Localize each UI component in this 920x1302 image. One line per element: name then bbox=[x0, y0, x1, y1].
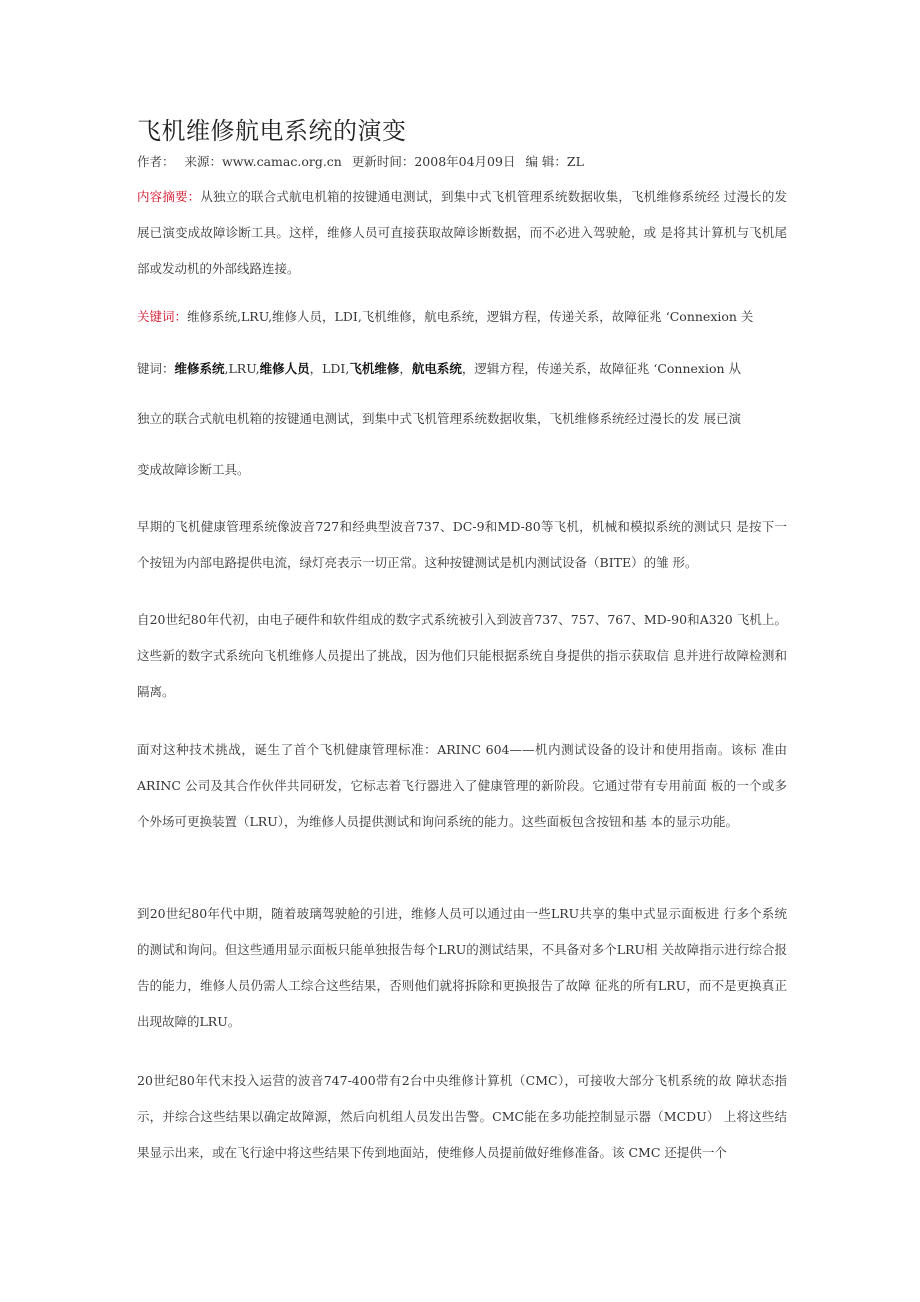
article-meta bbox=[137, 152, 590, 170]
keyword-bold-2: 维修人员 bbox=[259, 361, 310, 376]
meta-editor: 编 辑：ZL bbox=[525, 154, 584, 169]
keywords-text: 维修系统,LRU,维修人员，LDI,飞机维修，航电系统，逻辑方程，传递关系，故障征兆 ‘Connexion 关 bbox=[187, 309, 754, 324]
meta-updated: 更新时间：2008年04月09日 bbox=[351, 154, 516, 169]
keywords2-label: 键词： bbox=[137, 361, 175, 376]
meta-author: 作者： bbox=[137, 154, 175, 169]
keyword-bold-3: 飞机维修 bbox=[349, 361, 400, 376]
keywords-label: 关键词： bbox=[137, 309, 188, 324]
keyword-bold-1: 维修系统 bbox=[174, 361, 225, 376]
abstract-label: 内容摘要： bbox=[137, 189, 201, 204]
keywords-repeat-line-3: 变成故障诊断工具。 bbox=[137, 462, 250, 477]
keyword-sep-3: ， bbox=[399, 361, 412, 376]
abstract-paragraph bbox=[137, 179, 787, 287]
body-paragraph-5: 20世纪80年代末投入运营的波音747-400带有2台中央维修计算机（CMC），可接收大部分飞机系统的故 障状态指示，并综合这些结果以确定故障源，然后向机组人员发出告警。CMC能在多功能控制显示器（MCDU） 上将这些结果显示出来，或在飞行途中将这些结果下传到地面站，使维修人员提前做好维修准备。该 CMC 还提供一个 bbox=[137, 1073, 787, 1160]
body-paragraph-2: 自20世纪80年代初，由电子硬件和软件组成的数字式系统被引入到波音737、757、767、MD-90和A320 飞机上。这些新的数字式系统向飞机维修人员提出了挑战，因为他们只能根据系统自身提供的指示获取信 息并进行故障检测和隔离。 bbox=[137, 612, 787, 699]
keywords-repeat-line-1 bbox=[137, 343, 787, 394]
keyword-sep-2: ，LDI, bbox=[309, 361, 350, 376]
body-paragraph-3: 面对这种技术挑战，诞生了首个飞机健康管理标准：ARINC 604——机内测试设备的设计和使用指南。该标 准由 ARINC 公司及其合作伙伴共同研发，它标志着飞行器进入了健康管理的新阶段。它通过带有专用前面 板的一个或多个外场可更换装置（LRU），为维修人员提供测试和询问系统的能力。这些面板包含按钮和基 本的显示功能。 bbox=[137, 742, 787, 829]
keywords-repeat-line-2: 独立的联合式航电机箱的按键通电测试，到集中式飞机管理系统数据收集，飞机维修系统经过漫长的发 展已演 bbox=[137, 411, 741, 426]
abstract-text: 从独立的联合式航电机箱的按键通电测试，到集中式飞机管理系统数据收集，飞机维修系统经 过漫长的发展已演变成故障诊断工具。这样，维修人员可直接获取故障诊断数据，而不必进入驾驶舱，或 是将其计算机与飞机尾部或发动机的外部线路连接。 bbox=[137, 189, 787, 276]
body-paragraph-1: 早期的飞机健康管理系统像波音727和经典型波音737、DC-9和MD-80等飞机，机械和模拟系统的测试只 是按下一个按钮为内部电路提供电流，绿灯亮表示一切正常。这种按键测试是机内测试设备（BITE）的雏 形。 bbox=[137, 519, 787, 570]
page-title: 飞机维修航电系统的演变 bbox=[137, 117, 407, 146]
body-paragraph-4: 到20世纪80年代中期，随着玻璃驾驶舱的引进，维修人员可以通过由一些LRU共享的集中式显示面板进 行多个系统的测试和询问。但这些通用显示面板只能单独报告每个LRU的测试结果，不具备对多个LRU相 关故障指示进行综合报告的能力，维修人员仍需人工综合这些结果，否则他们就将拆除和更换报告了故障 征兆的所有LRU，而不是更换真正出现故障的LRU。 bbox=[137, 906, 787, 1029]
keyword-bold-4: 航电系统 bbox=[411, 361, 462, 376]
keywords-line bbox=[137, 299, 787, 335]
keyword-rest: ，逻辑方程，传递关系，故障征兆 ‘Connexion 从 bbox=[461, 361, 742, 376]
meta-source: 来源：www.camac.org.cn bbox=[184, 154, 342, 169]
keyword-sep-1: ,LRU, bbox=[224, 361, 260, 376]
